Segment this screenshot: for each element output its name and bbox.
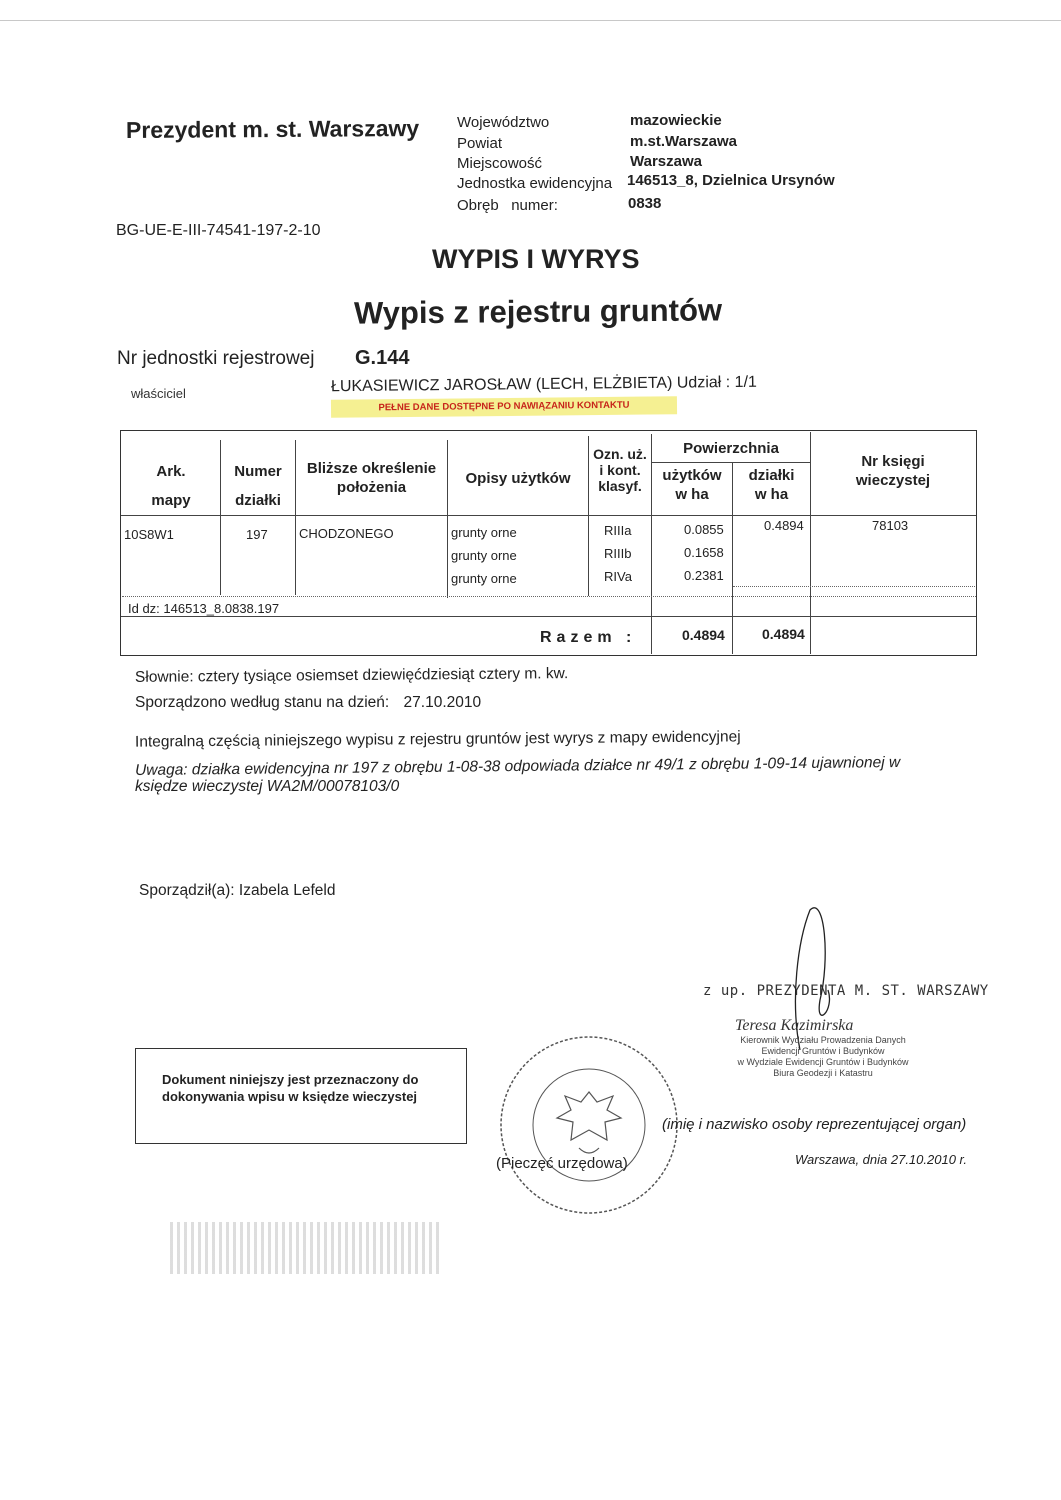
header-uzytkow — [652, 467, 732, 503]
row-divider — [733, 586, 975, 587]
document-title: WYPIS I WYRYS — [432, 244, 640, 274]
owner-share: Udział : 1/1 — [676, 373, 757, 392]
header-numer — [221, 463, 295, 509]
faded-stamp-artifact — [170, 1222, 440, 1274]
signer-role-line2: Ewidencji Gruntów i Budynków — [761, 1046, 885, 1056]
razem-divider — [121, 616, 976, 617]
cell-numer: 197 — [246, 527, 268, 542]
razem-dzialki: 0.4894 — [762, 626, 805, 642]
signer-name: Teresa Kazimirska — [735, 1017, 854, 1034]
cell-ark: 10S8W1 — [124, 527, 174, 542]
remark-line-2: księdze wieczystej WA2M/00078103/0 — [135, 778, 400, 795]
header-ozn-line1: Ozn. uż. — [593, 446, 647, 462]
cell-opis-2: grunty orne — [451, 548, 517, 563]
reference-number: BG-UE-E-III-74541-197-2-10 — [116, 222, 321, 239]
integral-part-note: Integralną częścią niniejszego wypisu z rejestru gruntów jest wyrys z mapy ewidencyjnej — [134, 728, 741, 751]
cell-area-3: 0.2381 — [684, 568, 724, 583]
issuing-authority: Prezydent m. st. Warszawy — [125, 114, 420, 144]
razem-uzytkow: 0.4894 — [682, 627, 725, 643]
prepared-as-of-date: 27.10.2010 — [403, 694, 482, 711]
register-unit-value: G.144 — [355, 347, 410, 369]
cell-ksiega: 78103 — [872, 518, 909, 533]
signer-role-line4: Biura Geodezji i Katastru — [773, 1068, 873, 1078]
header-ark — [122, 463, 220, 509]
cell-area-2: 0.1658 — [684, 545, 724, 560]
header-opisy: Opisy użytków — [465, 470, 571, 487]
county-label: Powiat — [457, 135, 503, 152]
table-header-divider — [121, 515, 976, 516]
header-ozn-line2: i kont. — [599, 462, 641, 478]
signature-on-behalf: z up. PREZYDENTA M. ST. WARSZAWY — [703, 983, 989, 999]
locality-value: Warszawa — [630, 153, 702, 170]
prepared-as-of-label: Sporządzono według stanu na dzień: — [135, 694, 390, 711]
header-powierzchnia: Powierzchnia — [683, 440, 779, 457]
voivodeship-value: mazowieckie — [630, 112, 722, 129]
header-uzytkow-line2: w ha — [675, 486, 709, 503]
unit-value: 146513_8, Dzielnica Ursynów — [627, 172, 835, 189]
precinct-label: Obręb numer: — [457, 197, 558, 214]
header-blizsze-line1: Bliższe określenie — [306, 460, 437, 477]
notice-box — [135, 1048, 467, 1144]
cell-dzialka-area: 0.4894 — [764, 518, 804, 533]
prepared-as-of — [135, 694, 481, 712]
register-unit-label: Nr jednostki rejestrowej — [117, 348, 315, 369]
scan-edge-line — [0, 20, 1061, 21]
document-subtitle: Wypis z rejestru gruntów — [353, 292, 723, 331]
county-value: m.st.Warszawa — [630, 133, 737, 150]
owner-name: ŁUKASIEWICZ JAROSŁAW (LECH, ELŻBIETA) — [330, 374, 673, 396]
header-ark-line1: Ark. — [156, 463, 186, 480]
owner-line — [331, 374, 757, 396]
signer-role-line1: Kierownik Wydziału Prowadzenia Danych — [740, 1035, 906, 1045]
notice-box-text: Dokument niniejszy jest przeznaczony do dokonywania wpisu w księdze wieczystej — [162, 1072, 419, 1104]
header-ksiega-line2: wieczystej — [855, 472, 931, 489]
header-dzialki — [733, 467, 810, 503]
cell-area-1: 0.0855 — [684, 522, 724, 537]
powierzchnia-divider — [652, 462, 810, 463]
row-divider — [122, 596, 976, 597]
header-numer-line1: Numer — [234, 463, 282, 480]
header-ksiega — [811, 453, 975, 489]
cell-opis-3: grunty orne — [451, 571, 517, 586]
col-sep — [447, 440, 448, 598]
header-uzytkow-line1: użytków — [662, 467, 722, 484]
privacy-notice: PEŁNE DANE DOSTĘPNE PO NAWIĄZANIU KONTAKTU — [331, 396, 677, 418]
signer-caption: (imię i nazwisko osoby reprezentującej organ) — [662, 1116, 967, 1133]
place-and-date: Warszawa, dnia 27.10.2010 r. — [795, 1152, 967, 1167]
header-numer-line2: działki — [235, 492, 281, 509]
owner-label: właściciel — [131, 386, 186, 401]
header-dzialki-line2: w ha — [754, 486, 789, 503]
voivodeship-label: Województwo — [457, 114, 550, 131]
razem-label: Razem : — [540, 629, 637, 646]
official-seal-icon — [494, 1030, 684, 1220]
signer-role-line3: w Wydziale Ewidencji Gruntów i Budynków — [737, 1057, 909, 1067]
header-ksiega-line1: Nr księgi — [861, 453, 925, 470]
official-seal-caption: (Pieczęć urzędowa) — [496, 1155, 628, 1172]
cell-polozenie: CHODZONEGO — [299, 526, 394, 541]
area-in-words: Słownie: cztery tysiące osiemset dziewięćdziesiąt cztery m. kw. — [134, 665, 569, 686]
unit-label: Jednostka ewidencyjna — [457, 175, 613, 192]
header-ozn — [589, 446, 651, 494]
header-ozn-line3: klasyf. — [598, 478, 642, 494]
parcel-id: Id dz: 146513_8.0838.197 — [128, 601, 280, 616]
remark-line-1: Uwaga: działka ewidencyjna nr 197 z obrębu 1-08-38 odpowiada działce nr 49/1 z obrębu 1-09-14 ujawnionej w — [134, 753, 901, 780]
cell-klasa-1: RIIIa — [604, 523, 632, 538]
prepared-by: Sporządził(a): Izabela Lefeld — [139, 882, 336, 899]
cell-klasa-2: RIIIb — [604, 546, 632, 561]
header-ark-line2: mapy — [151, 492, 191, 509]
precinct-value: 0838 — [628, 195, 662, 212]
header-blizsze-line2: położenia — [336, 479, 407, 496]
locality-label: Miejscowość — [457, 155, 543, 172]
cell-klasa-3: RIVa — [604, 569, 632, 584]
signer-role — [713, 1035, 933, 1079]
header-dzialki-line1: działki — [748, 467, 795, 484]
cell-opis-1: grunty orne — [451, 525, 517, 540]
header-blizsze — [296, 460, 447, 496]
